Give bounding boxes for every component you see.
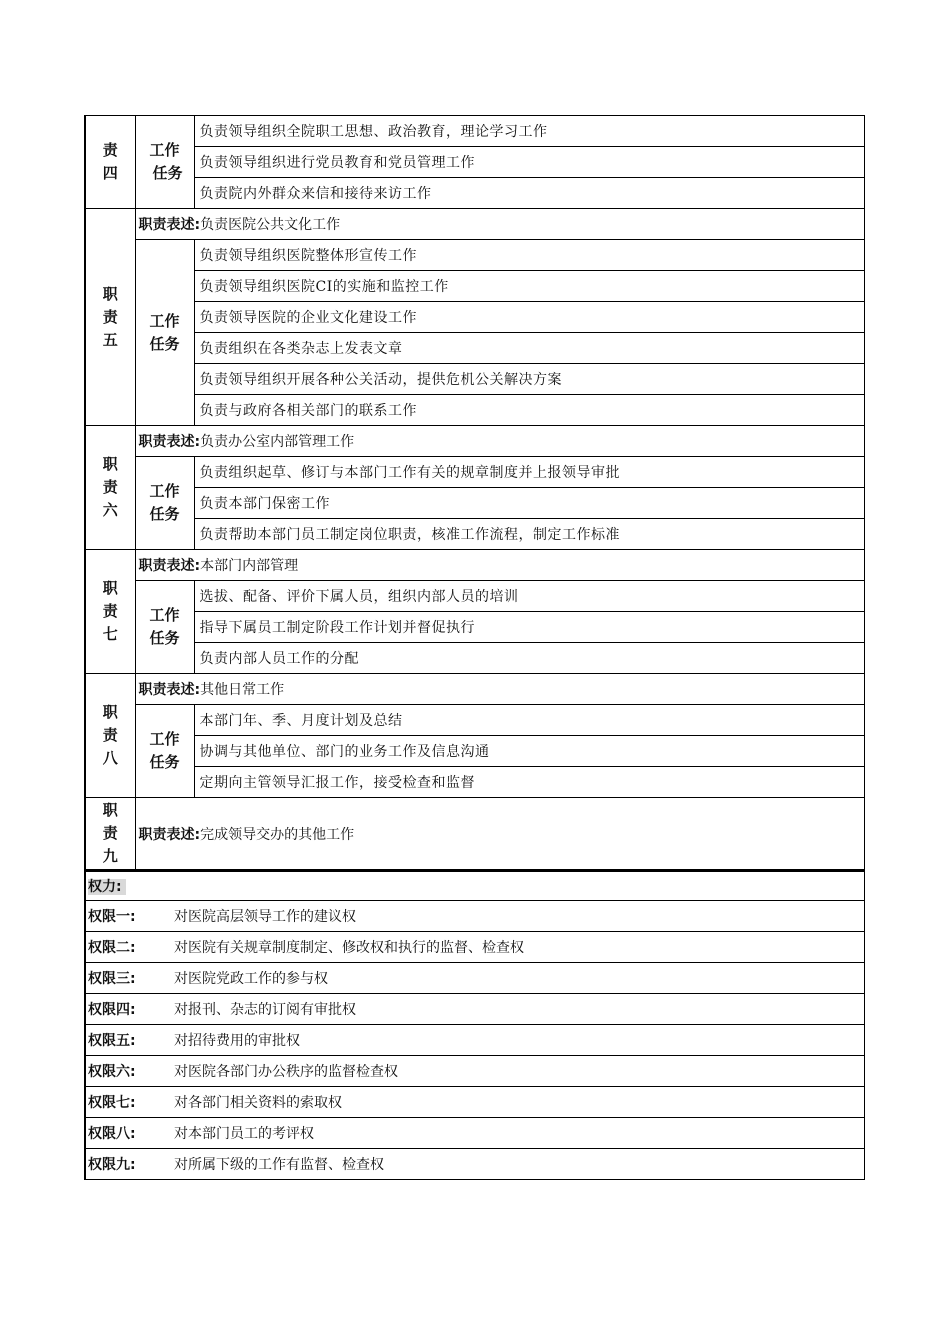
powers-table (84, 870, 865, 1180)
power-row: 权限九: 对所属下级的工作有监督、检查权 (85, 1149, 865, 1180)
task-item: 选拔、配备、评价下属人员，组织内部人员的培训 (194, 581, 865, 612)
duty-7-description: 职责表述:本部门内部管理 (135, 550, 865, 581)
duty-7-task-label: 工作 任务 (135, 581, 194, 674)
duty-4-task-label: 工作 任务 (135, 116, 194, 209)
task-item: 负责组织在各类杂志上发表文章 (194, 333, 865, 364)
powers-title: 权力: (85, 871, 865, 901)
task-item: 负责与政府各相关部门的联系工作 (194, 395, 865, 426)
task-item: 负责领导组织医院CI的实施和监控工作 (194, 271, 865, 302)
task-item: 负责领导组织医院整体形宣传工作 (194, 240, 865, 271)
task-item: 负责领导医院的企业文化建设工作 (194, 302, 865, 333)
task-item: 负责组织起草、修订与本部门工作有关的规章制度并上报领导审批 (194, 457, 865, 488)
power-row: 权限一: 对医院高层领导工作的建议权 (85, 901, 865, 932)
task-item: 协调与其他单位、部门的业务工作及信息沟通 (194, 736, 865, 767)
power-row: 权限三: 对医院党政工作的参与权 (85, 963, 865, 994)
duty-4-label: 责 四 (85, 116, 135, 209)
duty-9-description: 职责表述:完成领导交办的其他工作 (135, 798, 865, 870)
task-item: 负责领导组织开展各种公关活动，提供危机公关解决方案 (194, 364, 865, 395)
duty-5-description: 职责表述:负责医院公共文化工作 (135, 209, 865, 240)
duty-5-task-label: 工作 任务 (135, 240, 194, 426)
power-row: 权限七: 对各部门相关资料的索取权 (85, 1087, 865, 1118)
duty-5-label: 职 责 五 (85, 209, 135, 426)
duty-6-label: 职 责 六 (85, 426, 135, 550)
task-item: 负责帮助本部门员工制定岗位职责，核准工作流程，制定工作标准 (194, 519, 865, 550)
duty-6-task-label: 工作 任务 (135, 457, 194, 550)
power-row: 权限二: 对医院有关规章制度制定、修改权和执行的监督、检查权 (85, 932, 865, 963)
duty-7-label: 职 责 七 (85, 550, 135, 674)
power-row: 权限四: 对报刊、杂志的订阅有审批权 (85, 994, 865, 1025)
task-item: 负责领导组织进行党员教育和党员管理工作 (194, 147, 865, 178)
duty-9-label: 职 责 九 (85, 798, 135, 870)
duty-8-label: 职 责 八 (85, 674, 135, 798)
duty-4-task-row (85, 116, 865, 147)
task-item: 负责院内外群众来信和接待来访工作 (194, 178, 865, 209)
duties-table (84, 115, 865, 870)
task-item: 指导下属员工制定阶段工作计划并督促执行 (194, 612, 865, 643)
task-item: 本部门年、季、月度计划及总结 (194, 705, 865, 736)
duty-8-task-label: 工作 任务 (135, 705, 194, 798)
job-description-document (84, 115, 865, 1180)
task-item: 定期向主管领导汇报工作，接受检查和监督 (194, 767, 865, 798)
task-item: 负责领导组织全院职工思想、政治教育，理论学习工作 (194, 116, 865, 147)
task-item: 负责本部门保密工作 (194, 488, 865, 519)
duty-8-description: 职责表述:其他日常工作 (135, 674, 865, 705)
power-row: 权限八: 对本部门员工的考评权 (85, 1118, 865, 1149)
power-row: 权限五: 对招待费用的审批权 (85, 1025, 865, 1056)
power-row: 权限六: 对医院各部门办公秩序的监督检查权 (85, 1056, 865, 1087)
duty-6-description: 职责表述:负责办公室内部管理工作 (135, 426, 865, 457)
task-item: 负责内部人员工作的分配 (194, 643, 865, 674)
